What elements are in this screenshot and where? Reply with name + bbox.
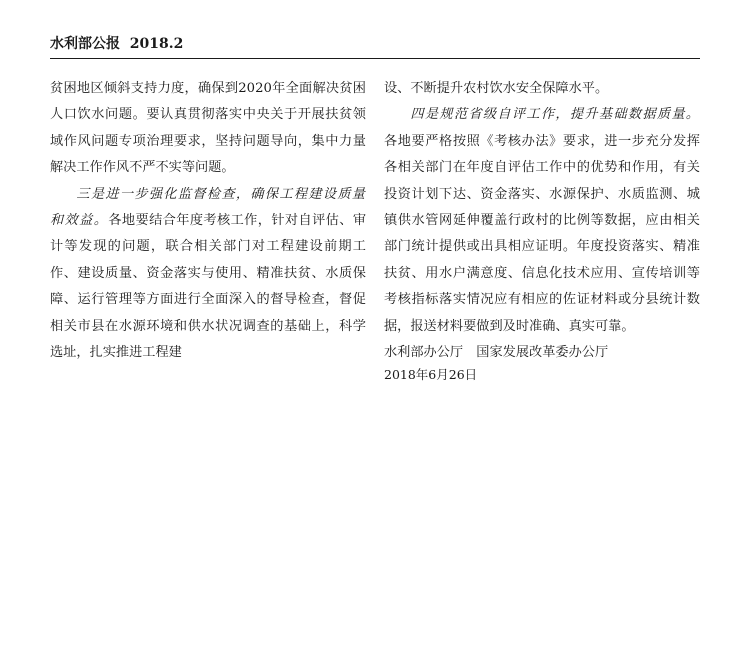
section-heading-3: 三是进一步强化监督检查，确保工程建设质量和效益。 xyxy=(50,186,366,229)
left-column xyxy=(50,76,366,366)
section-heading-4: 四是规范省级自评工作，提升基础数据质量。 xyxy=(410,107,700,123)
issuer-signature: 水利部办公厅 国家发展改革委办公厅 xyxy=(384,345,609,361)
left-paragraph-1: 贫困地区倾斜支持力度，确保到2020年全面解决贫困人口饮水问题。要认真贯彻落实中央关于开展扶贫领域作风问题专项治理要求，坚持问题导向，集中力量解决工作作风不严不实等问题。 xyxy=(50,81,366,176)
section-body-4: 各地要严格按照《考核办法》要求，进一步充分发挥各相关部门在年度自评估工作中的优势和作用，有关投资计划下达、资金落实、水源保护、水质监测、城镇供水管网延伸覆盖行政村的比例等数据，应由相关部门统计提供或出具相应证明。年度投资落实、精准扶贫、用水户满意度、信息化技术应用、宣传培训等考核指标落实情况应有相应的佐证材料或分县统计数据，报送材料要做到及时准确、真实可靠。 xyxy=(384,133,700,334)
issue-date: 2018年6月26日 xyxy=(384,367,478,383)
right-paragraph-1: 设、不断提升农村饮水安全保障水平。 xyxy=(384,81,609,96)
right-paragraph-2 xyxy=(384,102,700,340)
right-column xyxy=(384,76,700,384)
section-body-3: 各地要结合年度考核工作，针对自评估、审计等发现的问题，联合相关部门对工程建设前期工作、建设质量、资金落实与使用、精准扶贫、水质保障、运行管理等方面进行全面深入的督导检查，督促相关市县在水源环境和供水状况调查的基础上，科学选址，扎实推进工程建 xyxy=(50,213,367,361)
header-divider xyxy=(50,58,700,59)
journal-title: 水利部公报 2018.2 xyxy=(50,36,184,52)
journal-header xyxy=(50,34,700,58)
left-paragraph-2 xyxy=(50,182,366,367)
